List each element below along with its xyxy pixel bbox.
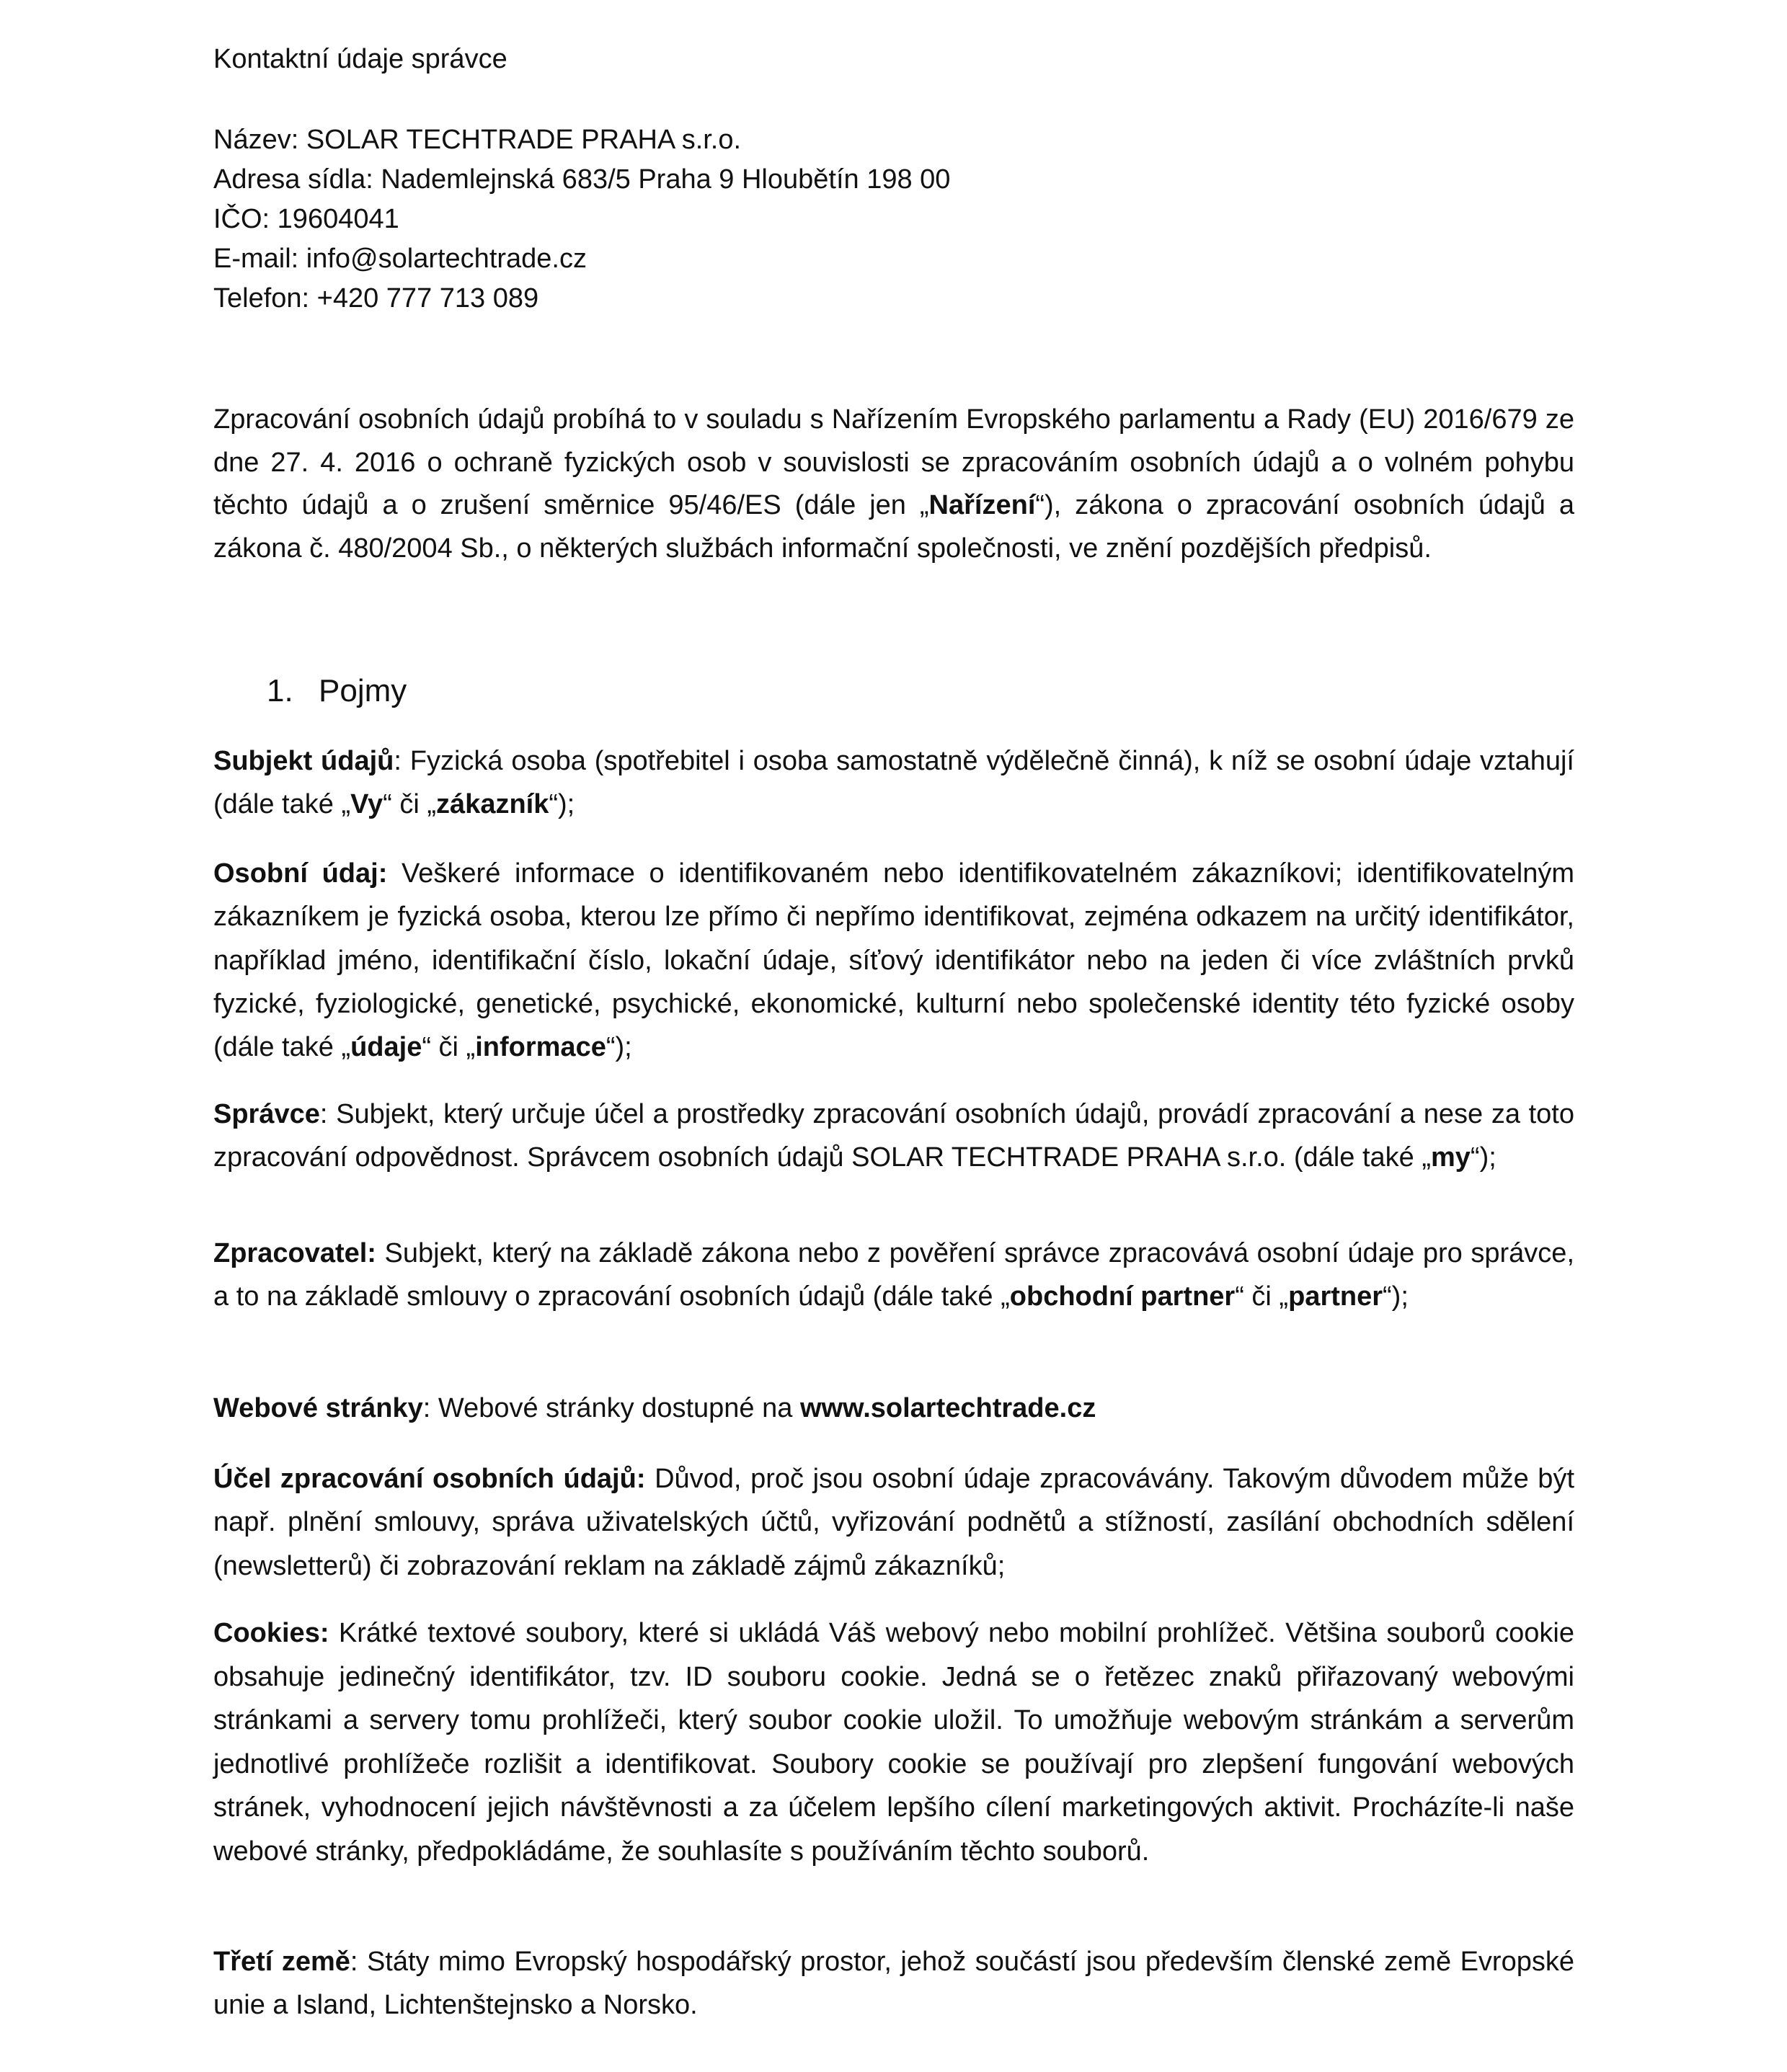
term-label: Třetí země [213, 1947, 350, 1977]
term-zpracovatel [213, 1232, 1574, 1319]
term-bold: informace [475, 1032, 606, 1063]
term-text: “ či „ [1235, 1281, 1289, 1312]
term-bold: my [1431, 1142, 1471, 1173]
term-subjekt [213, 740, 1574, 826]
term-treti-zeme [213, 1940, 1574, 2027]
term-text: : Subjekt, který určuje účel a prostředky zpracování osobních údajů, provádí zpracování a nese za toto zpracování odpovědnost. Správcem osobních údajů SOLAR TECHTRADE PRAHA s.r.o. (dále také „ [213, 1099, 1574, 1173]
term-text: Subjekt, který na základě zákona nebo z pověření správce zpracovává osobní údaje pro správce, a to na základě smlouvy o zpracování osobních údajů (dále také „ [213, 1238, 1574, 1312]
term-bold: zákazník [436, 788, 549, 819]
intro-bold-term: Nařízení [928, 490, 1036, 520]
term-text: “); [549, 788, 575, 819]
contact-phone: Telefon: +420 777 713 089 [213, 283, 539, 314]
term-text: Veškeré informace o identifikovaném nebo identifikovatelném zákazníkovi; identifikovatelným zákazníkem je fyzická osoba, kterou lze přímo či nepřímo identifikovat, zejména odkazem na určitý identifikátor, například jméno, identifikační číslo, lokační údaje, síťový identifikátor nebo na jeden či více zvláštních prvků fyzické, fyziologické, genetické, psychické, ekonomické, kulturní nebo společenské identity této fyzické osoby (dále také „ [213, 858, 1574, 1063]
term-label: Správce [213, 1099, 320, 1129]
term-text: “); [606, 1032, 632, 1063]
term-label: Zpracovatel: [213, 1238, 376, 1268]
term-bold: partner [1288, 1281, 1383, 1312]
contact-ico: IČO: 19604041 [213, 204, 399, 234]
term-spravce [213, 1093, 1574, 1179]
term-text: Důvod, proč jsou osobní údaje zpracovávány. Takovým důvodem může být např. plnění smlouvy, správa uživatelských účtů, vyřizování podnětů a stížností, zasílání obchodních sdělení (newsletterů) či zobrazování reklam na základě zájmů zákazníků; [213, 1464, 1574, 1581]
term-label: Účel zpracování osobních údajů: [213, 1464, 646, 1494]
term-bold: údaje [350, 1032, 422, 1063]
intro-text: Zpracování osobních údajů probíhá to v souladu s Nařízením Evropského parlamentu a Rady (EU) 2016/679 ze dne 27. 4. 2016 o ochraně fyzických osob v souvislosti se zpracováním osobních údajů a o volném pohybu těchto údajů a o zrušení směrnice 95/46/ES (dále jen „ [213, 404, 1574, 520]
contact-email: E-mail: info@solartechtrade.cz [213, 244, 587, 274]
section-heading [267, 670, 407, 713]
term-bold: Vy [350, 788, 383, 819]
term-label: Webové stránky [213, 1393, 423, 1423]
term-label: Osobní údaj: [213, 858, 388, 889]
term-text: “); [1383, 1281, 1409, 1312]
term-bold: obchodní partner [1009, 1281, 1236, 1312]
contact-address: Adresa sídla: Nademlejnská 683/5 Praha 9 Hloubětín 198 00 [213, 164, 951, 195]
term-text: : Státy mimo Evropský hospodářský prostor, jehož součástí jsou především členské země Evropské unie a Island, Lichtenštejnsko a Norsko. [213, 1947, 1574, 2021]
term-label: Cookies: [213, 1618, 329, 1648]
term-text: “ či „ [422, 1032, 476, 1063]
intro-paragraph [213, 399, 1574, 570]
contact-title: Kontaktní údaje správce [213, 44, 507, 74]
term-label: Subjekt údajů [213, 746, 394, 776]
website-link: www.solartechtrade.cz [799, 1393, 1096, 1423]
term-cookies [213, 1611, 1574, 1873]
term-osobni-udaj [213, 852, 1574, 1069]
term-text: Krátké textové soubory, které si ukládá Váš webový nebo mobilní prohlížeč. Většina souborů cookie obsahuje jedinečný identifikátor, tzv. ID souboru cookie. Jedná se o řetězec znaků přiřazovaný webovými stránkami a servery tomu prohlížeči, který soubor cookie uložil. To umožňuje webovým stránkám a serverům jednotlivé prohlížeče rozlišit a identifikovat. Soubory cookie se používají pro zlepšení fungování webových stránek, vyhodnocení jejich návštěvnosti a za účelem lepšího cílení marketingových aktivit. Procházíte-li naše webové stránky, předpokládáme, že souhlasíte s používáním těchto souborů. [213, 1618, 1574, 1867]
term-webove-stranky [213, 1387, 1574, 1431]
section-number: 1. [267, 673, 293, 708]
term-text: “ či „ [383, 788, 437, 819]
term-text: : Webové stránky dostupné na [422, 1393, 800, 1423]
intro-text-end: “), zákona o zpracování osobních údajů a zákona č. 480/2004 Sb., o některých službách informační společnosti, ve znění pozdějších předpisů. [213, 490, 1574, 564]
term-text: “); [1470, 1142, 1496, 1173]
term-ucel-zpracovani [213, 1457, 1574, 1588]
section-title: Pojmy [319, 673, 407, 708]
contact-name: Název: SOLAR TECHTRADE PRAHA s.r.o. [213, 125, 742, 155]
term-text: : Fyzická osoba (spotřebitel i osoba samostatně výdělečně činná), k níž se osobní údaje vztahují (dále také „ [213, 746, 1574, 819]
